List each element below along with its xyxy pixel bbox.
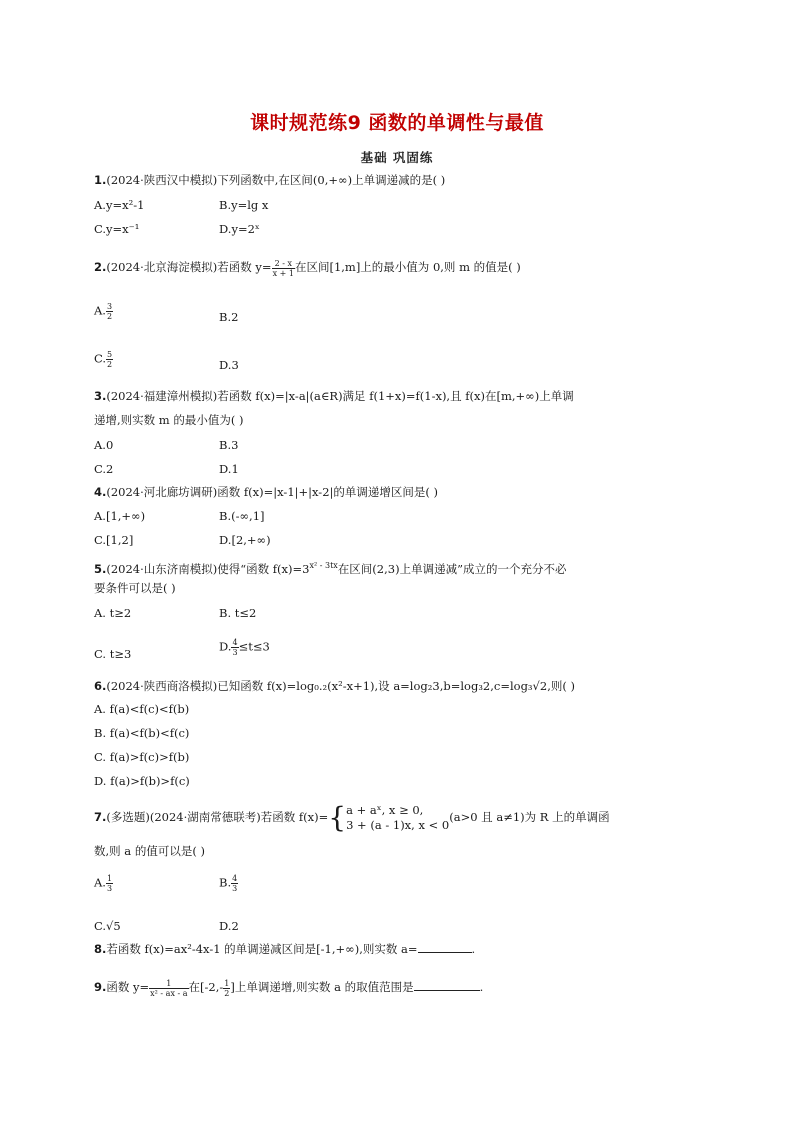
fraction-numerator: 1 bbox=[149, 979, 188, 989]
fraction-numerator: 2 - x bbox=[272, 259, 295, 269]
fraction bbox=[231, 874, 238, 893]
q3-option-b: B.3 bbox=[219, 438, 239, 452]
q2-option-c bbox=[94, 350, 113, 369]
question-stem-part: 在[-2,- bbox=[188, 980, 224, 994]
answer-blank[interactable] bbox=[414, 979, 480, 991]
question-1 bbox=[94, 172, 445, 188]
fraction-numerator: 1 bbox=[106, 874, 113, 883]
fraction-denominator: 3 bbox=[232, 648, 238, 657]
option-label: B. bbox=[219, 875, 232, 890]
question-stem: (2024·河北廊坊调研)函数 f(x)=|x-1|+|x-2|的单调递增区间是( ) bbox=[106, 485, 439, 499]
q6-option-d: D. f(a)>f(b)>f(c) bbox=[94, 774, 190, 788]
q5-option-b: B. t≤2 bbox=[219, 606, 257, 620]
question-stem: (2024·福建漳州模拟)若函数 f(x)=|x-a|(a∈R)满足 f(1+x)=f(1-x),且 f(x)在[m,+∞)上单调 bbox=[106, 389, 574, 403]
question-7-line-1 bbox=[94, 802, 610, 833]
fraction-numerator: 1 bbox=[224, 978, 230, 988]
q6-option-b: B. f(a)<f(b)<f(c) bbox=[94, 726, 190, 740]
question-3-line-1 bbox=[94, 388, 574, 404]
q1-option-c: C.y=x⁻¹ bbox=[94, 222, 140, 236]
question-number: 1. bbox=[94, 173, 107, 187]
q1-option-a: A.y=x²-1 bbox=[94, 198, 145, 212]
option-label: D. bbox=[219, 639, 232, 654]
question-3-line-2: 递增,则实数 m 的最小值为( ) bbox=[94, 413, 244, 427]
q1-option-d: D.y=2ˣ bbox=[219, 222, 260, 236]
question-number: 3. bbox=[94, 389, 107, 403]
question-stem-part: 在区间(2,3)上单调递减”成立的一个充分不必 bbox=[337, 561, 567, 576]
fraction-denominator: 2 bbox=[106, 312, 113, 321]
question-stem-part: (2024·山东济南模拟)使得“函数 f(x)=3 bbox=[106, 561, 310, 576]
fraction bbox=[106, 874, 113, 893]
question-7-line-2: 数,则 a 的值可以是( ) bbox=[94, 844, 205, 858]
fraction-numerator: 4 bbox=[232, 874, 238, 883]
question-stem: (2024·陕西汉中模拟)下列函数中,在区间(0,+∞)上单调递减的是( ) bbox=[106, 173, 446, 187]
case-1: a + aˣ, x ≥ 0, bbox=[346, 803, 424, 817]
q5-option-c: C. t≥3 bbox=[94, 647, 132, 661]
option-label: C. bbox=[94, 351, 107, 366]
q6-option-c: C. f(a)>f(c)>f(b) bbox=[94, 750, 190, 764]
q4-option-d: D.[2,+∞) bbox=[219, 533, 271, 547]
question-2 bbox=[94, 256, 521, 278]
piecewise-cases bbox=[346, 803, 449, 833]
q3-option-d: D.1 bbox=[219, 462, 239, 476]
q7-option-a bbox=[94, 874, 113, 893]
q4-option-a: A.[1,+∞) bbox=[94, 509, 146, 523]
fraction-numerator: 3 bbox=[106, 302, 113, 311]
fraction-denominator: x² - ax - a bbox=[150, 988, 188, 998]
q7-option-c: C.√5 bbox=[94, 919, 121, 933]
q6-option-a: A. f(a)<f(c)<f(b) bbox=[94, 702, 190, 716]
question-stem-part: . bbox=[479, 980, 484, 994]
fraction-denominator: 3 bbox=[106, 884, 113, 893]
question-number: 6. bbox=[94, 679, 107, 693]
option-text: ≤t≤3 bbox=[238, 639, 270, 654]
fraction bbox=[231, 638, 238, 657]
question-stem-part: ]上单调递增,则实数 a 的取值范围是 bbox=[230, 980, 414, 994]
question-stem-part: 在区间[1,m]上的最小值为 0,则 m 的值是( ) bbox=[294, 260, 521, 274]
q5-option-d bbox=[219, 638, 270, 657]
fraction-denominator: x + 1 bbox=[272, 268, 294, 278]
section-subtitle: 基础 巩固练 bbox=[360, 150, 434, 165]
answer-blank[interactable] bbox=[418, 941, 472, 953]
fraction-denominator: 2 bbox=[224, 988, 230, 998]
question-number: 7. bbox=[94, 810, 107, 824]
fraction bbox=[272, 259, 295, 278]
question-stem-part: 若函数 f(x)=ax²-4x-1 的单调递减区间是[-1,+∞),则实数 a= bbox=[106, 942, 418, 956]
question-stem-part: . bbox=[471, 942, 476, 956]
question-number: 9. bbox=[94, 980, 107, 994]
option-label: A. bbox=[94, 875, 106, 890]
fraction bbox=[106, 350, 113, 369]
q2-option-b: B.2 bbox=[219, 310, 239, 324]
q2-option-d: D.3 bbox=[219, 358, 239, 372]
question-stem-part: (多选题)(2024·湖南常德联考)若函数 f(x)= bbox=[106, 810, 329, 824]
question-stem-part: 函数 y= bbox=[106, 980, 150, 994]
question-6 bbox=[94, 678, 575, 694]
page-title: 课时规范练9 函数的单调性与最值 bbox=[250, 112, 544, 134]
q3-option-a: A.0 bbox=[94, 438, 114, 452]
q2-option-a bbox=[94, 302, 113, 321]
question-number: 2. bbox=[94, 260, 107, 274]
fraction-numerator: 4 bbox=[232, 638, 238, 647]
question-5-line-2: 要条件可以是( ) bbox=[94, 581, 176, 595]
question-number: 4. bbox=[94, 485, 107, 499]
question-stem-part: (a>0 且 a≠1)为 R 上的单调函 bbox=[449, 810, 610, 824]
exponent: x² - 3tx bbox=[309, 561, 338, 570]
option-label: A. bbox=[94, 303, 106, 318]
q3-option-c: C.2 bbox=[94, 462, 114, 476]
fraction-denominator: 2 bbox=[107, 360, 113, 369]
q4-option-b: B.(-∞,1] bbox=[219, 509, 265, 523]
q1-option-b: B.y=lg x bbox=[219, 198, 269, 212]
question-stem-part: (2024·北京海淀模拟)若函数 y= bbox=[106, 260, 272, 274]
case-2: 3 + (a - 1)x, x < 0 bbox=[346, 818, 450, 832]
question-5-line-1 bbox=[94, 558, 566, 577]
q4-option-c: C.[1,2] bbox=[94, 533, 134, 547]
question-4 bbox=[94, 484, 438, 500]
question-8 bbox=[94, 941, 475, 957]
question-number: 5. bbox=[94, 561, 107, 576]
question-stem: (2024·陕西商洛模拟)已知函数 f(x)=log₀.₂(x²-x+1),设 a=log₂3,b=log₃2,c=log₃√2,则( ) bbox=[106, 679, 575, 693]
fraction bbox=[149, 979, 188, 998]
fraction-denominator: 3 bbox=[232, 884, 238, 893]
q7-option-d: D.2 bbox=[219, 919, 239, 933]
question-9 bbox=[94, 976, 483, 998]
fraction-numerator: 5 bbox=[107, 350, 113, 359]
q5-option-a: A. t≥2 bbox=[94, 606, 132, 620]
question-number: 8. bbox=[94, 942, 107, 956]
fraction bbox=[106, 302, 113, 321]
q7-option-b bbox=[219, 874, 238, 893]
brace-symbol: { bbox=[328, 801, 347, 834]
